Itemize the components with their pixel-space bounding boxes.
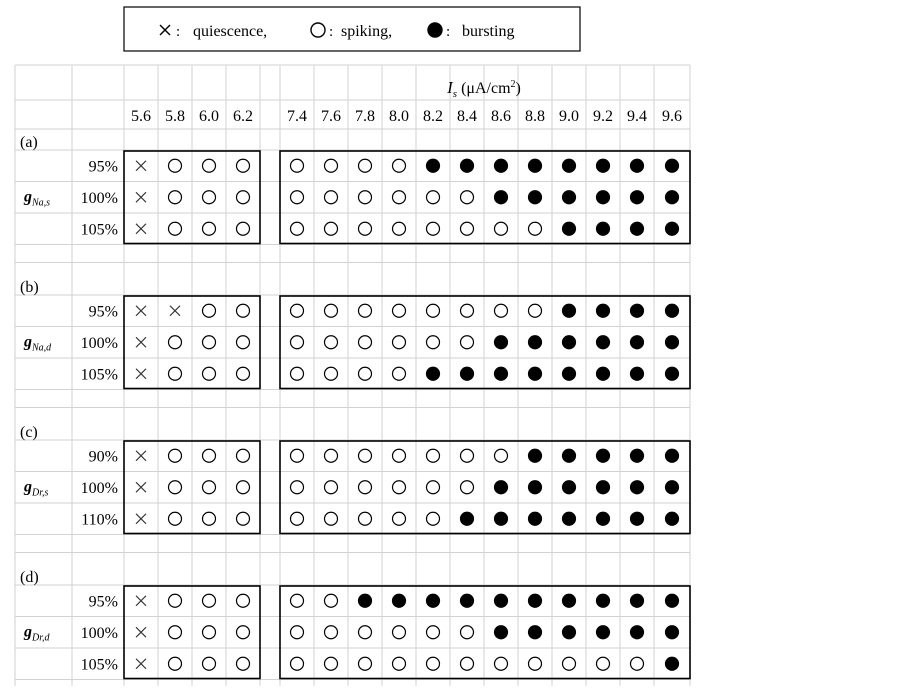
table-row <box>81 480 679 497</box>
quiescence-cross-mark <box>136 192 146 202</box>
spiking-circle-mark <box>169 191 182 204</box>
spiking-circle-mark <box>359 191 372 204</box>
quiescence-cross-mark <box>136 369 146 379</box>
spiking-circle-mark <box>237 594 250 607</box>
spiking-circle-mark <box>427 304 440 317</box>
spiking-circle-icon <box>311 23 325 37</box>
bursting-disc-mark <box>495 159 508 172</box>
current-tick-label: 6.2 <box>233 108 253 125</box>
table-row <box>81 190 679 207</box>
bursting-disc-mark <box>666 222 679 235</box>
bursting-disc-mark <box>631 336 644 349</box>
spiking-circle-mark <box>461 191 474 204</box>
spiking-circle-mark <box>393 367 406 380</box>
panel-label: (a) <box>20 134 38 151</box>
level-label: 100% <box>80 479 118 497</box>
legend-label-spiking: spiking, <box>341 23 393 40</box>
legend-label-bursting: bursting <box>462 23 515 40</box>
current-tick-label: 7.4 <box>287 108 307 125</box>
current-tick-label: 8.6 <box>491 108 511 125</box>
current-tick-label: 5.6 <box>131 108 151 125</box>
bursting-disc-mark <box>631 512 644 525</box>
spiking-circle-mark <box>325 159 338 172</box>
quiescence-cross-mark <box>136 514 146 524</box>
spiking-circle-mark <box>291 336 304 349</box>
level-label: 110% <box>81 511 118 529</box>
spiking-circle-mark <box>325 191 338 204</box>
bursting-disc-mark <box>597 481 610 494</box>
spiking-circle-mark <box>393 657 406 670</box>
spiking-circle-mark <box>203 336 216 349</box>
current-tick-label: 8.8 <box>525 108 545 125</box>
level-label: 105% <box>80 221 118 239</box>
quiescence-cross-mark <box>136 627 146 637</box>
bursting-disc-mark <box>666 594 679 607</box>
bursting-disc-mark <box>563 594 576 607</box>
spiking-circle-mark <box>291 367 304 380</box>
spiking-circle-mark <box>427 626 440 639</box>
spiking-circle-mark <box>495 449 508 462</box>
bursting-disc-mark <box>495 191 508 204</box>
spiking-circle-mark <box>291 481 304 494</box>
bursting-disc-mark <box>666 626 679 639</box>
spiking-circle-mark <box>495 304 508 317</box>
bursting-disc-mark <box>563 367 576 380</box>
spiking-circle-mark <box>203 222 216 235</box>
spiking-circle-mark <box>291 594 304 607</box>
spiking-circle-mark <box>325 367 338 380</box>
current-tick-label: 8.2 <box>423 108 443 125</box>
spiking-circle-mark <box>203 481 216 494</box>
spiking-circle-mark <box>359 159 372 172</box>
table-row <box>81 511 678 528</box>
current-tick-label: 5.8 <box>165 108 185 125</box>
bursting-disc-mark <box>529 512 542 525</box>
spiking-circle-mark <box>461 626 474 639</box>
spiking-circle-mark <box>461 449 474 462</box>
spiking-circle-mark <box>237 449 250 462</box>
bursting-disc-mark <box>631 626 644 639</box>
quiescence-cross-mark <box>136 482 146 492</box>
table-row <box>81 656 679 673</box>
bursting-disc-mark <box>631 481 644 494</box>
current-tick-labels <box>131 108 682 125</box>
quiescence-cross-mark <box>136 596 146 606</box>
bursting-disc-mark <box>427 159 440 172</box>
spiking-circle-mark <box>325 626 338 639</box>
quiescence-cross-mark <box>136 659 146 669</box>
high-current-box <box>280 296 690 389</box>
spiking-circle-mark <box>291 512 304 525</box>
spiking-circle-mark <box>325 657 338 670</box>
bursting-disc-mark <box>563 449 576 462</box>
spiking-circle-mark <box>169 626 182 639</box>
bursting-disc-mark <box>529 336 542 349</box>
spiking-circle-mark <box>203 304 216 317</box>
bursting-disc-mark <box>666 304 679 317</box>
panel-label: (c) <box>20 424 38 441</box>
spiking-circle-mark <box>291 449 304 462</box>
bursting-disc-mark <box>666 657 679 670</box>
spiking-circle-mark <box>461 657 474 670</box>
bursting-disc-mark <box>495 481 508 494</box>
current-tick-label: 6.0 <box>199 108 219 125</box>
spiking-circle-mark <box>359 657 372 670</box>
bursting-disc-mark <box>529 191 542 204</box>
bursting-disc-mark <box>631 222 644 235</box>
bursting-disc-mark <box>597 626 610 639</box>
spiking-circle-mark <box>393 512 406 525</box>
bursting-disc-mark <box>529 626 542 639</box>
spiking-circle-mark <box>427 336 440 349</box>
bursting-disc-mark <box>529 367 542 380</box>
current-tick-label: 8.0 <box>389 108 409 125</box>
current-tick-label: 7.6 <box>321 108 341 125</box>
spiking-circle-mark <box>359 336 372 349</box>
spiking-circle-mark <box>359 481 372 494</box>
table-row <box>81 335 679 352</box>
spiking-circle-mark <box>169 481 182 494</box>
bursting-disc-mark <box>631 367 644 380</box>
level-label: 105% <box>80 656 118 674</box>
current-tick-label: 8.4 <box>457 108 477 125</box>
bursting-disc-mark <box>529 159 542 172</box>
spiking-circle-mark <box>359 626 372 639</box>
bursting-disc-mark <box>563 481 576 494</box>
spiking-circle-mark <box>427 222 440 235</box>
high-current-box <box>280 151 690 244</box>
spiking-circle-mark <box>529 657 542 670</box>
spiking-circle-mark <box>325 449 338 462</box>
parameter-label: $g_{Na,d}$ <box>24 333 52 354</box>
bursting-disc-mark <box>666 159 679 172</box>
panels <box>20 134 679 673</box>
bursting-disc-mark <box>495 594 508 607</box>
bursting-disc-mark <box>495 512 508 525</box>
bursting-disc-mark <box>495 367 508 380</box>
bursting-disc-mark <box>666 191 679 204</box>
bursting-disc-mark <box>461 512 474 525</box>
spiking-circle-mark <box>291 304 304 317</box>
bursting-disc-mark <box>461 159 474 172</box>
spiking-circle-mark <box>325 594 338 607</box>
quiescence-cross-mark <box>136 337 146 347</box>
table-row <box>89 593 679 610</box>
spiking-circle-mark <box>237 626 250 639</box>
spiking-circle-mark <box>393 191 406 204</box>
spiking-circle-mark <box>427 657 440 670</box>
level-label: 95% <box>88 158 118 176</box>
bursting-disc-mark <box>529 594 542 607</box>
bursting-disc-mark <box>597 222 610 235</box>
spiking-circle-mark <box>359 449 372 462</box>
axis-title: $I_s$ $(\mu A/cm^2)$ <box>447 78 521 100</box>
bursting-disc-mark <box>666 512 679 525</box>
spiking-circle-mark <box>393 159 406 172</box>
spiking-circle-mark <box>169 367 182 380</box>
bursting-disc-mark <box>597 191 610 204</box>
spiking-circle-mark <box>325 222 338 235</box>
bursting-disc-mark <box>631 594 644 607</box>
legend-label-quiescence: quiescence, <box>193 23 268 40</box>
spiking-circle-mark <box>237 191 250 204</box>
spiking-circle-mark <box>203 367 216 380</box>
spiking-circle-mark <box>169 512 182 525</box>
bursting-disc-mark <box>631 449 644 462</box>
bursting-disc-mark <box>529 449 542 462</box>
spiking-circle-mark <box>495 657 508 670</box>
current-tick-label: 9.4 <box>627 108 647 125</box>
bursting-disc-mark <box>666 367 679 380</box>
spiking-circle-mark <box>495 222 508 235</box>
spiking-circle-mark <box>203 449 216 462</box>
bursting-disc-mark <box>597 159 610 172</box>
spiking-circle-mark <box>359 304 372 317</box>
level-label: 90% <box>88 448 118 466</box>
spiking-circle-mark <box>461 304 474 317</box>
spiking-circle-mark <box>427 481 440 494</box>
bursting-disc-mark <box>597 336 610 349</box>
bursting-disc-mark <box>461 367 474 380</box>
legend <box>124 7 580 51</box>
quiescence-cross-mark <box>136 306 146 316</box>
spiking-circle-mark <box>461 336 474 349</box>
bursting-disc-mark <box>563 222 576 235</box>
spiking-circle-mark <box>237 336 250 349</box>
spiking-circle-mark <box>169 657 182 670</box>
current-tick-label: 9.2 <box>593 108 613 125</box>
bursting-disc-mark <box>597 449 610 462</box>
spiking-circle-mark <box>203 159 216 172</box>
bursting-disc-mark <box>427 594 440 607</box>
bursting-disc-mark <box>461 594 474 607</box>
table-row <box>81 221 679 238</box>
spiking-circle-mark <box>393 304 406 317</box>
current-tick-label: 7.8 <box>355 108 375 125</box>
current-tick-label: 9.0 <box>559 108 579 125</box>
high-current-box <box>280 441 690 534</box>
bursting-disc-mark <box>631 191 644 204</box>
panel-label: (d) <box>20 569 39 586</box>
spiking-circle-mark <box>325 336 338 349</box>
bursting-disc-mark <box>666 481 679 494</box>
bursting-disc-mark <box>495 626 508 639</box>
parameter-label: $g_{Dr,s}$ <box>24 478 49 499</box>
level-label: 100% <box>80 334 118 352</box>
table-row <box>81 625 679 642</box>
bursting-disc-mark <box>359 594 372 607</box>
spiking-circle-mark <box>203 191 216 204</box>
bursting-disc-mark <box>666 336 679 349</box>
legend-colon: : <box>329 24 334 40</box>
table-row <box>89 303 679 320</box>
spiking-circle-mark <box>461 481 474 494</box>
bursting-disc-mark <box>597 512 610 525</box>
spiking-circle-mark <box>393 626 406 639</box>
bursting-disc-mark <box>666 449 679 462</box>
spiking-circle-mark <box>325 304 338 317</box>
spiking-circle-mark <box>393 336 406 349</box>
level-label: 105% <box>80 366 118 384</box>
bursting-disc-mark <box>631 159 644 172</box>
bursting-disc-mark <box>563 626 576 639</box>
spiking-circle-mark <box>291 159 304 172</box>
spiking-circle-mark <box>427 512 440 525</box>
bursting-disc-mark <box>563 512 576 525</box>
legend-colon: : <box>446 24 451 40</box>
spiking-circle-mark <box>359 222 372 235</box>
spiking-circle-mark <box>169 222 182 235</box>
current-tick-label: 9.6 <box>662 108 682 125</box>
spiking-circle-mark <box>427 449 440 462</box>
spiking-circle-mark <box>529 222 542 235</box>
bursting-disc-mark <box>563 191 576 204</box>
spiking-circle-mark <box>359 512 372 525</box>
spiking-circle-mark <box>461 222 474 235</box>
level-label: 95% <box>88 303 118 321</box>
quiescence-cross-mark <box>136 224 146 234</box>
legend-colon: : <box>176 24 181 40</box>
table-row <box>89 448 679 465</box>
quiescence-cross-mark <box>136 161 146 171</box>
level-label: 95% <box>88 593 118 611</box>
spiking-circle-mark <box>169 594 182 607</box>
spiking-circle-mark <box>393 449 406 462</box>
bursting-disc-mark <box>563 304 576 317</box>
spiking-circle-mark <box>237 481 250 494</box>
spiking-circle-mark <box>393 222 406 235</box>
parameter-label: $g_{Dr,d}$ <box>24 623 50 644</box>
quiescence-cross-mark <box>170 306 180 316</box>
spiking-circle-mark <box>597 657 610 670</box>
bursting-disc-mark <box>597 367 610 380</box>
spiking-circle-mark <box>203 657 216 670</box>
spiking-circle-mark <box>237 222 250 235</box>
spiking-circle-mark <box>169 336 182 349</box>
bursting-disc-mark <box>563 336 576 349</box>
high-current-box <box>280 586 690 679</box>
table-row <box>89 158 679 175</box>
spiking-circle-mark <box>203 512 216 525</box>
bursting-disc-mark <box>495 336 508 349</box>
spiking-circle-mark <box>237 512 250 525</box>
level-label: 100% <box>80 189 118 207</box>
legend-item-quiescence <box>160 23 267 40</box>
spiking-circle-mark <box>359 367 372 380</box>
spiking-circle-mark <box>291 626 304 639</box>
panel-label: (b) <box>20 279 39 296</box>
bursting-disc-icon <box>428 23 442 37</box>
quiescence-cross-mark <box>136 451 146 461</box>
bursting-disc-mark <box>529 481 542 494</box>
level-label: 100% <box>80 624 118 642</box>
bursting-disc-mark <box>563 159 576 172</box>
spiking-circle-mark <box>169 449 182 462</box>
spiking-circle-mark <box>427 191 440 204</box>
spiking-circle-mark <box>203 594 216 607</box>
spiking-circle-mark <box>291 657 304 670</box>
parameter-label: $g_{Na,s}$ <box>24 188 51 209</box>
spiking-circle-mark <box>169 159 182 172</box>
spiking-circle-mark <box>237 159 250 172</box>
bursting-disc-mark <box>427 367 440 380</box>
bursting-disc-mark <box>597 304 610 317</box>
spiking-circle-mark <box>237 657 250 670</box>
spiking-circle-mark <box>291 191 304 204</box>
spiking-circle-mark <box>529 304 542 317</box>
table-row <box>81 366 679 383</box>
bursting-disc-mark <box>597 594 610 607</box>
spiking-circle-mark <box>325 512 338 525</box>
spiking-circle-mark <box>237 304 250 317</box>
spiking-circle-mark <box>291 222 304 235</box>
spiking-circle-mark <box>563 657 576 670</box>
spiking-circle-mark <box>203 626 216 639</box>
spiking-circle-mark <box>631 657 644 670</box>
spiking-circle-mark <box>393 481 406 494</box>
spiking-circle-mark <box>237 367 250 380</box>
bursting-disc-mark <box>393 594 406 607</box>
spiking-circle-mark <box>325 481 338 494</box>
bursting-disc-mark <box>631 304 644 317</box>
